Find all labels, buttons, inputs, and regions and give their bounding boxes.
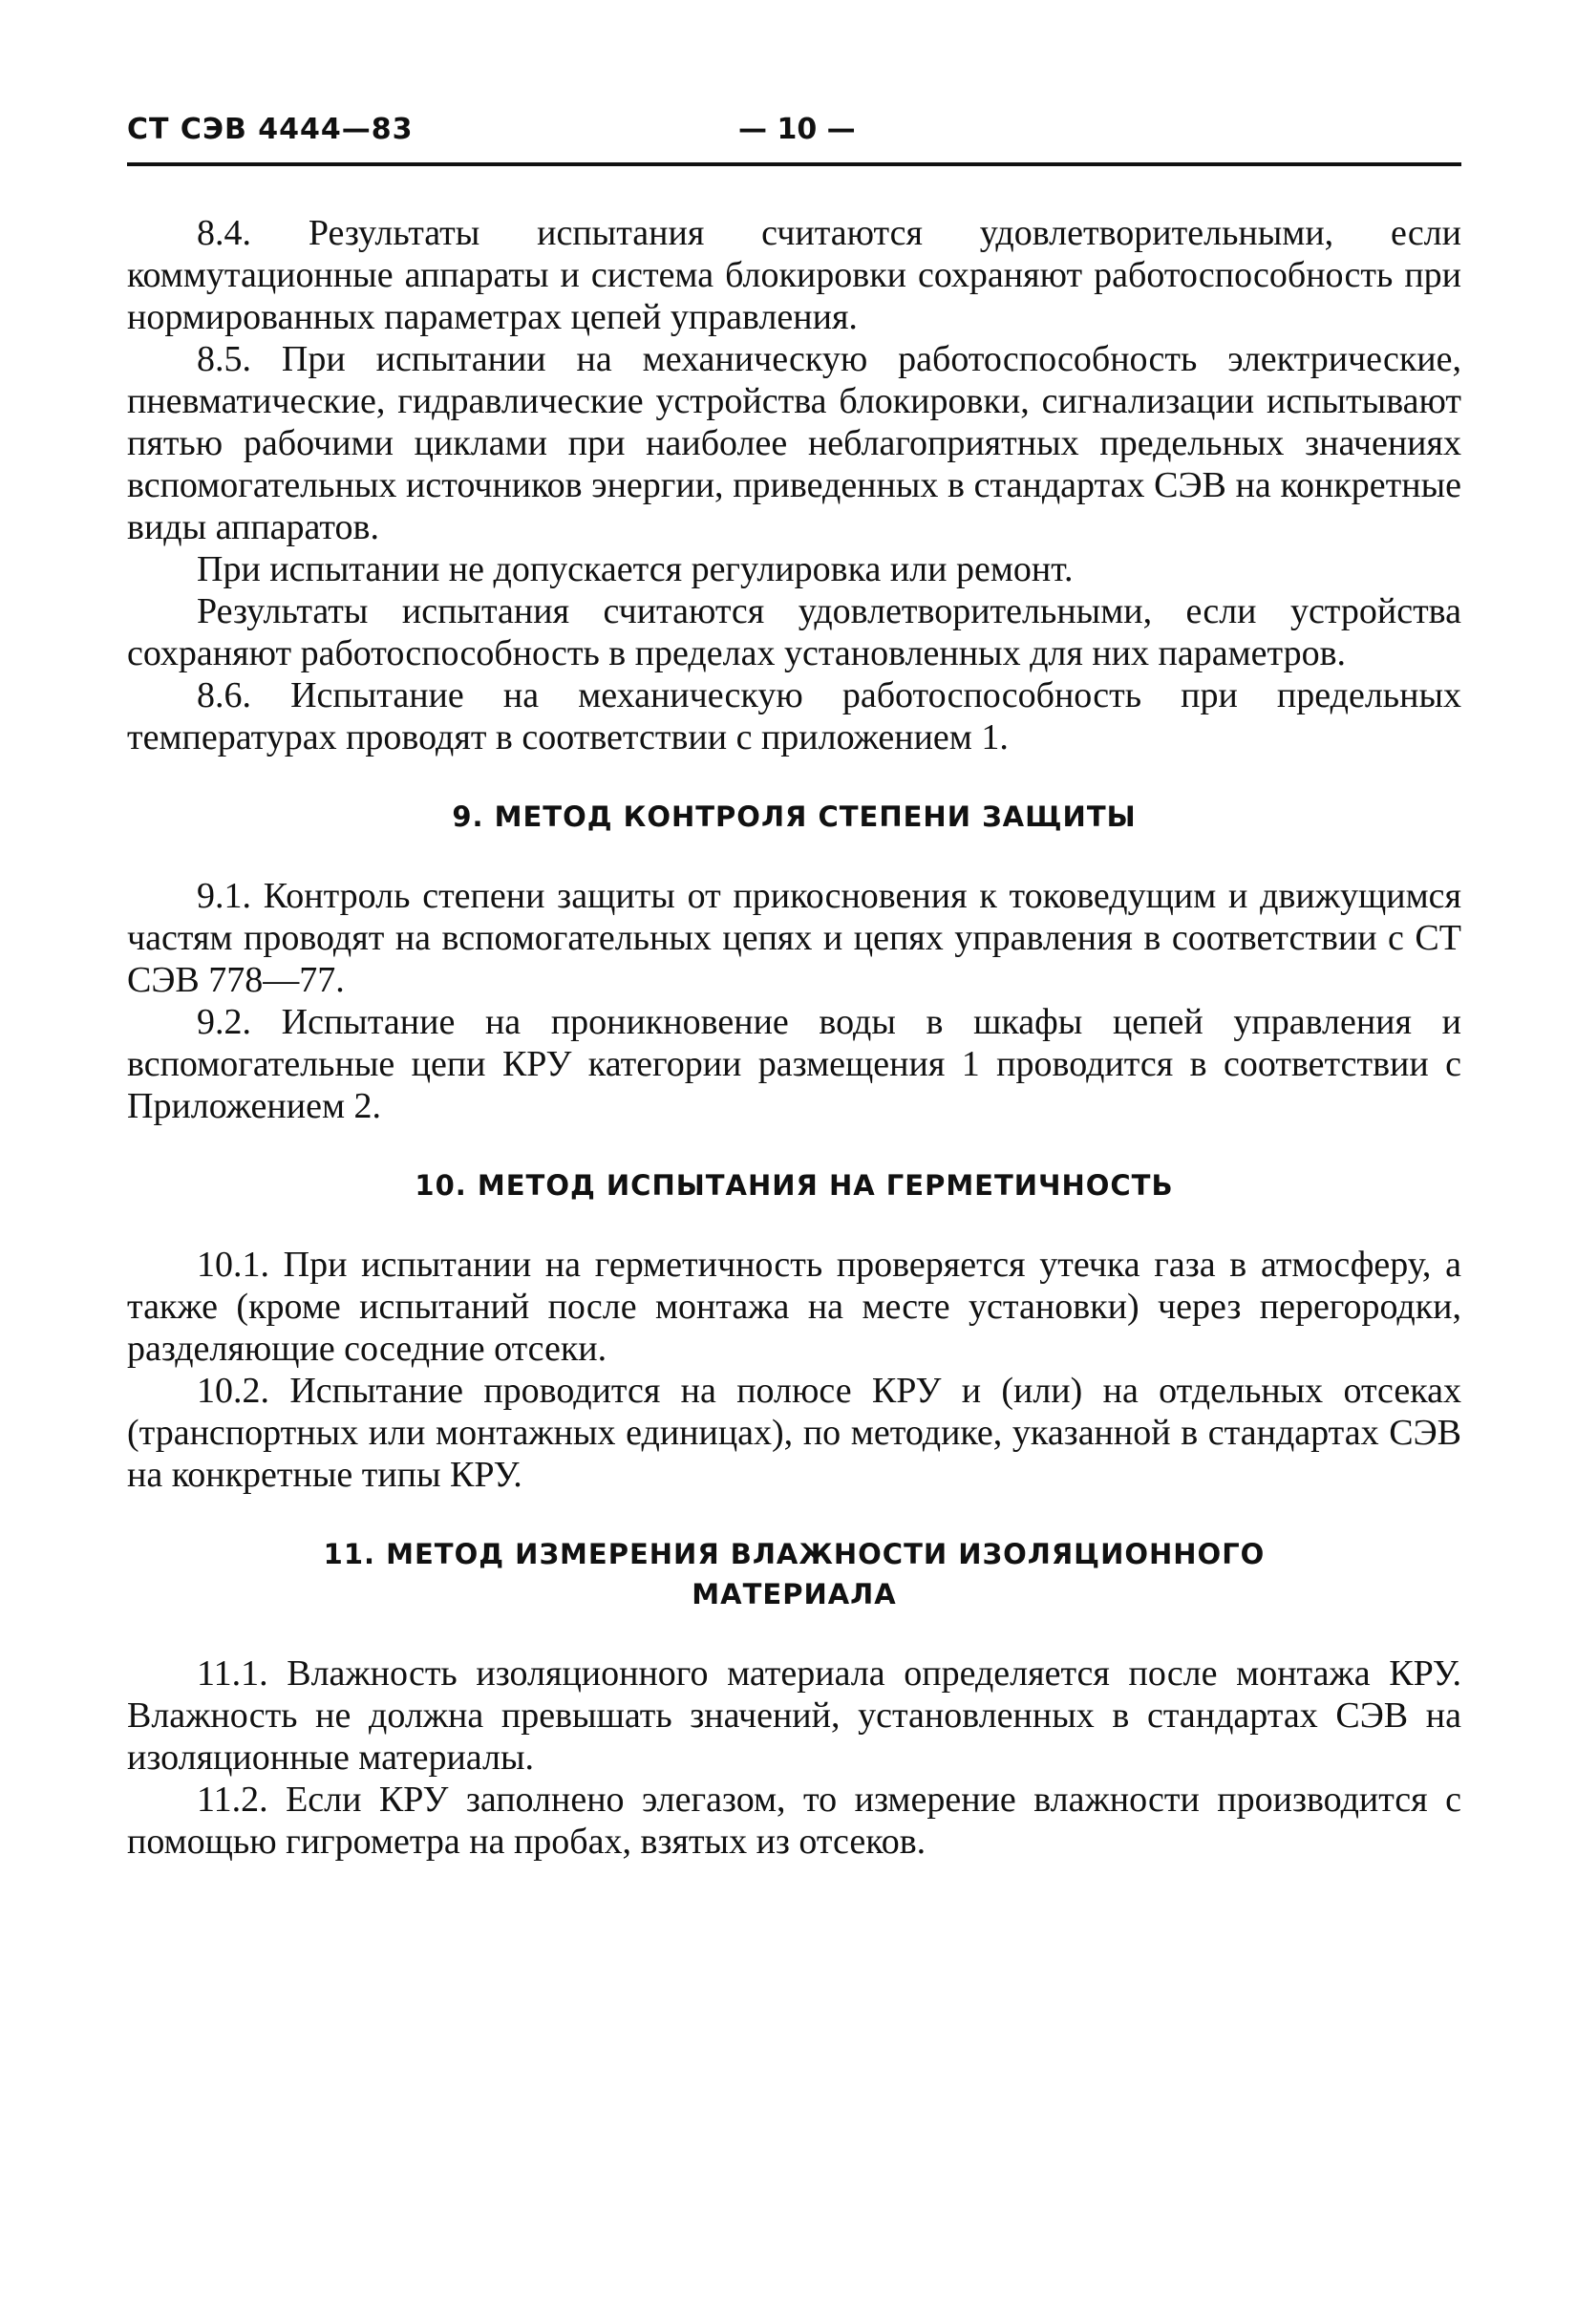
page-number: — 10 — [738,113,856,146]
paragraph-9-2: 9.2. Испытание на проникновение воды в шкафы цепей управления и вспомогательные цепи КРУ категории размещения 1 проводится в соответствии с Приложением 2. [127,1002,1461,1126]
header-divider [127,162,1461,166]
paragraph-8-4: 8.4. Результаты испытания считаются удовлетворительными, если коммутационные аппараты и система блокировки сохраняют работоспособность при нормированных параметрах цепей управления. [127,213,1461,337]
section-11-heading-line-2: МАТЕРИАЛА [692,1578,897,1610]
paragraph-8-5-no-adjustment: При испытании не допускается регулировка или ремонт. [197,549,1074,589]
paragraph-11-2: 11.2. Если КРУ заполнено элегазом, то измерение влажности производится с помощью гигрометра на пробах, взятых из отсеков. [127,1780,1461,1862]
paragraph-8-6: 8.6. Испытание на механическую работоспособность при предельных температурах проводят в соответствии с приложением 1. [127,675,1461,757]
paragraph-8-5: 8.5. При испытании на механическую работоспособность электрические, пневматические, гидравлические устройства блокировки, сигнализации испытывают пятью рабочими циклами при наиболее неблагоприятных предельных значениях вспомогательных источников энергии, приведенных в стандартах СЭВ на конкретные виды аппаратов. [127,339,1461,547]
document-body [127,212,1461,1863]
document-code: СТ СЭВ 4444—83 [127,113,414,146]
section-11-heading-line-1: 11. МЕТОД ИЗМЕРЕНИЯ ВЛАЖНОСТИ ИЗОЛЯЦИОННОГО [323,1538,1266,1570]
section-10-heading: 10. МЕТОД ИСПЫТАНИЯ НА ГЕРМЕТИЧНОСТЬ [415,1169,1174,1202]
paragraph-9-1: 9.1. Контроль степени защиты от прикосновения к токоведущим и движущимся частям проводят на вспомогательных цепях и цепях управления в соответствии с СТ СЭВ 778—77. [127,876,1461,1000]
section-9-heading: 9. МЕТОД КОНТРОЛЯ СТЕПЕНИ ЗАЩИТЫ [452,800,1137,833]
section-11-heading [127,1534,1461,1614]
paragraph-10-1: 10.1. При испытании на герметичность проверяется утечка газа в атмосферу, а также (кроме испытаний после монтажа на месте установки) через перегородки, разделяющие соседние отсеки. [127,1245,1461,1369]
paragraph-11-1: 11.1. Влажность изоляционного материала определяется после монтажа КРУ. Влажность не должна превышать значений, установленных в стандартах СЭВ на изоляционные материалы. [127,1653,1461,1778]
paragraph-8-5-results: Результаты испытания считаются удовлетворительными, если устройства сохраняют работоспособность в пределах установленных для них параметров. [127,591,1461,673]
paragraph-10-2: 10.2. Испытание проводится на полюсе КРУ и (или) на отдельных отсеках (транспортных или монтажных единицах), по методике, указанной в стандартах СЭВ на конкретные типы КРУ. [127,1371,1461,1495]
page-header [127,113,1461,170]
